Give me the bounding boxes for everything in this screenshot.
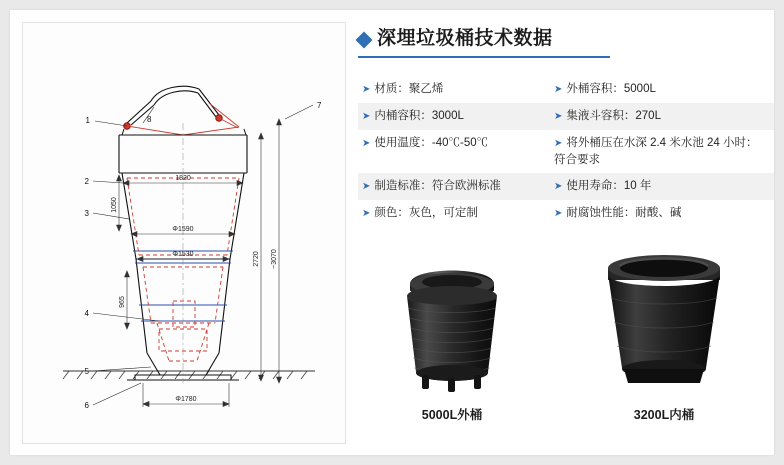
outer-bin-photo — [358, 240, 546, 402]
spec-cell — [358, 130, 550, 173]
dim-top-width: 1820 — [175, 175, 191, 182]
spec-text: 使用寿命：10 年 — [566, 180, 652, 192]
callout-1: 1 — [85, 116, 90, 125]
callout-8: 8 — [147, 115, 152, 124]
photo-caption: 3200L内桶 — [633, 408, 695, 422]
callout-5: 5 — [84, 367, 89, 376]
bullet-icon: ➤ — [362, 84, 371, 95]
spec-text: 将外桶压在水深 2.4 米水池 24 小时：符合要求 — [554, 137, 758, 166]
spec-cell — [358, 103, 550, 130]
dim-h965: 965 — [119, 296, 126, 308]
product-card — [10, 10, 774, 455]
bullet-icon: ➤ — [554, 138, 563, 149]
dim-h2720: 2720 — [253, 251, 260, 267]
spec-table — [358, 76, 774, 227]
dim-h3070: ~3070 — [271, 249, 278, 269]
dim-d1530: Φ1530 — [172, 251, 194, 258]
spec-cell — [358, 200, 550, 227]
spec-cell — [358, 76, 550, 103]
spec-text: 集液斗容积：270L — [566, 110, 661, 122]
spec-text: 材质：聚乙烯 — [374, 83, 444, 95]
spec-cell — [550, 76, 774, 103]
spec-text: 外桶容积：5000L — [566, 83, 656, 95]
dim-d1590: Φ1590 — [172, 226, 194, 233]
photo-cell-inner — [570, 240, 758, 440]
spec-cell — [550, 130, 774, 173]
spec-text: 使用温度：-40℃-50℃ — [374, 137, 489, 149]
dim-h1050: 1050 — [111, 197, 118, 213]
diamond-icon — [356, 32, 373, 49]
spec-panel — [358, 28, 762, 442]
bullet-icon: ➤ — [554, 181, 563, 192]
inner-bin-photo — [570, 240, 758, 402]
table-row — [358, 103, 774, 130]
section-title — [358, 28, 610, 58]
dim-d1780: Φ1780 — [175, 396, 197, 403]
bullet-icon: ➤ — [554, 111, 563, 122]
spec-text: 耐腐蚀性能：耐酸、碱 — [566, 207, 682, 219]
callout-7: 7 — [317, 101, 322, 110]
photo-cell-outer — [358, 240, 546, 440]
bullet-icon: ➤ — [554, 208, 563, 219]
callout-4: 4 — [84, 309, 89, 318]
table-row — [358, 130, 774, 173]
callout-2: 2 — [84, 177, 89, 186]
product-photos — [358, 240, 762, 440]
spec-cell — [550, 103, 774, 130]
callout-6: 6 — [84, 401, 89, 410]
spec-text: 内桶容积：3000L — [374, 110, 464, 122]
spec-text: 颜色：灰色，可定制 — [374, 207, 478, 219]
page-title: 深埋垃圾桶技术数据 — [377, 28, 553, 49]
bullet-icon: ➤ — [362, 181, 371, 192]
bullet-icon: ➤ — [362, 138, 371, 149]
spec-cell — [358, 173, 550, 200]
bin-cross-section-drawing — [23, 23, 345, 443]
table-row — [358, 76, 774, 103]
spec-cell — [550, 200, 774, 227]
spec-cell — [550, 173, 774, 200]
photo-caption: 5000L外桶 — [421, 408, 483, 422]
table-row — [358, 200, 774, 227]
bullet-icon: ➤ — [362, 111, 371, 122]
callout-3: 3 — [84, 209, 89, 218]
table-row — [358, 173, 774, 200]
bullet-icon: ➤ — [362, 208, 371, 219]
bullet-icon: ➤ — [554, 84, 563, 95]
spec-text: 制造标准：符合欧洲标准 — [374, 180, 501, 192]
technical-drawing-panel — [22, 22, 346, 444]
